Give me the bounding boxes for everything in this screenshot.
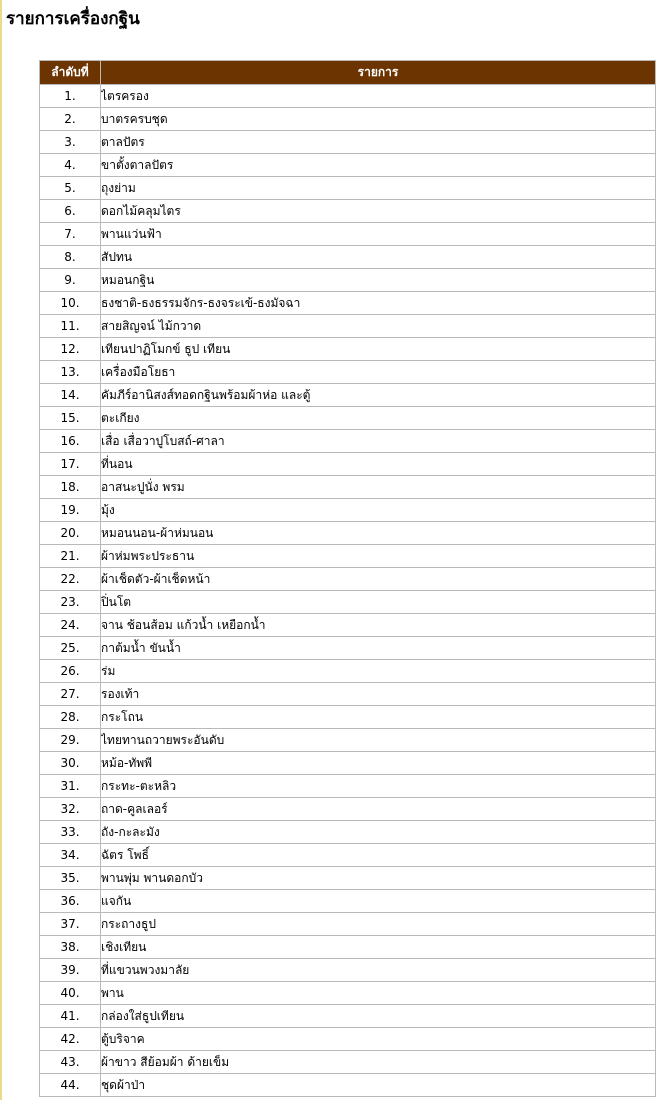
- left-edge-rule: [0, 0, 2, 1100]
- table-row: [40, 890, 656, 913]
- table-row: [40, 131, 656, 154]
- row-item-name: ปิ่นโต: [101, 591, 656, 614]
- table-row: [40, 1028, 656, 1051]
- row-number: 7.: [40, 223, 101, 246]
- row-number: 1.: [40, 85, 101, 108]
- row-item-name: ขาตั้งตาลปัตร: [101, 154, 656, 177]
- row-item-name: ชุดผ้าป่า: [101, 1074, 656, 1097]
- row-item-name: กระถางธูป: [101, 913, 656, 936]
- row-item-name: ไทยทานถวายพระอันดับ: [101, 729, 656, 752]
- row-number: 11.: [40, 315, 101, 338]
- column-header-item: รายการ: [101, 61, 656, 85]
- row-item-name: ผ้าขาว สีย้อมผ้า ด้ายเข็ม: [101, 1051, 656, 1074]
- table-row: [40, 453, 656, 476]
- table-row: [40, 959, 656, 982]
- row-number: 20.: [40, 522, 101, 545]
- row-item-name: ดอกไม้คลุมไตร: [101, 200, 656, 223]
- table-row: [40, 568, 656, 591]
- row-number: 39.: [40, 959, 101, 982]
- row-item-name: พานพุ่ม พานดอกบัว: [101, 867, 656, 890]
- row-number: 30.: [40, 752, 101, 775]
- row-item-name: อาสนะปูนั่ง พรม: [101, 476, 656, 499]
- row-item-name: หมอนกฐิน: [101, 269, 656, 292]
- row-item-name: ฉัตร โพธิ์: [101, 844, 656, 867]
- row-item-name: ธงชาติ-ธงธรรมจักร-ธงจระเข้-ธงมัจฉา: [101, 292, 656, 315]
- table-row: [40, 798, 656, 821]
- table-row: [40, 177, 656, 200]
- row-item-name: ผ้าห่มพระประธาน: [101, 545, 656, 568]
- row-number: 9.: [40, 269, 101, 292]
- row-number: 43.: [40, 1051, 101, 1074]
- row-item-name: กล่องใส่ธูปเทียน: [101, 1005, 656, 1028]
- table-row: [40, 154, 656, 177]
- items-table: [39, 60, 656, 1097]
- row-number: 26.: [40, 660, 101, 683]
- table-row: [40, 407, 656, 430]
- row-number: 12.: [40, 338, 101, 361]
- row-item-name: พานแว่นฟ้า: [101, 223, 656, 246]
- table-row: [40, 1051, 656, 1074]
- row-item-name: รองเท้า: [101, 683, 656, 706]
- row-item-name: ที่นอน: [101, 453, 656, 476]
- table-row: [40, 384, 656, 407]
- table-row: [40, 499, 656, 522]
- table-row: [40, 85, 656, 108]
- row-number: 6.: [40, 200, 101, 223]
- row-item-name: ร่ม: [101, 660, 656, 683]
- row-item-name: พาน: [101, 982, 656, 1005]
- row-number: 19.: [40, 499, 101, 522]
- table-row: [40, 545, 656, 568]
- table-row: [40, 614, 656, 637]
- row-item-name: จาน ช้อนส้อม แก้วน้ำ เหยือกน้ำ: [101, 614, 656, 637]
- table-row: [40, 246, 656, 269]
- row-number: 4.: [40, 154, 101, 177]
- row-number: 27.: [40, 683, 101, 706]
- table-row: [40, 476, 656, 499]
- row-number: 3.: [40, 131, 101, 154]
- row-item-name: เครื่องมือโยธา: [101, 361, 656, 384]
- row-number: 22.: [40, 568, 101, 591]
- row-number: 25.: [40, 637, 101, 660]
- row-number: 33.: [40, 821, 101, 844]
- row-number: 38.: [40, 936, 101, 959]
- row-number: 8.: [40, 246, 101, 269]
- table-row: [40, 1005, 656, 1028]
- table-row: [40, 430, 656, 453]
- row-number: 36.: [40, 890, 101, 913]
- row-number: 13.: [40, 361, 101, 384]
- row-number: 24.: [40, 614, 101, 637]
- table-row: [40, 660, 656, 683]
- row-number: 21.: [40, 545, 101, 568]
- row-number: 42.: [40, 1028, 101, 1051]
- row-number: 35.: [40, 867, 101, 890]
- row-item-name: สัปทน: [101, 246, 656, 269]
- row-item-name: กระโถน: [101, 706, 656, 729]
- row-item-name: กระทะ-ตะหลิว: [101, 775, 656, 798]
- row-number: 28.: [40, 706, 101, 729]
- row-item-name: สายสิญจน์ ไม้กวาด: [101, 315, 656, 338]
- row-number: 40.: [40, 982, 101, 1005]
- row-item-name: มุ้ง: [101, 499, 656, 522]
- table-row: [40, 982, 656, 1005]
- row-item-name: ตะเกียง: [101, 407, 656, 430]
- row-item-name: ไตรครอง: [101, 85, 656, 108]
- row-number: 37.: [40, 913, 101, 936]
- row-item-name: คัมภีร์อานิสงส์ทอดกฐินพร้อมผ้าห่อ และตู้: [101, 384, 656, 407]
- table-header-row: [40, 61, 656, 85]
- table-row: [40, 683, 656, 706]
- row-item-name: กาต้มน้ำ ขันน้ำ: [101, 637, 656, 660]
- row-item-name: เสื่อ เสื่อวาปูโบสถ์-ศาลา: [101, 430, 656, 453]
- table-row: [40, 729, 656, 752]
- table-row: [40, 913, 656, 936]
- row-number: 15.: [40, 407, 101, 430]
- row-item-name: ถาด-คูลเลอร์: [101, 798, 656, 821]
- row-item-name: ที่แขวนพวงมาลัย: [101, 959, 656, 982]
- row-number: 44.: [40, 1074, 101, 1097]
- row-number: 31.: [40, 775, 101, 798]
- row-item-name: ถัง-กะละมัง: [101, 821, 656, 844]
- row-item-name: หม้อ-ทัพพี: [101, 752, 656, 775]
- table-row: [40, 522, 656, 545]
- column-header-number: ลำดับที่: [40, 61, 101, 85]
- row-item-name: ตาลปัตร: [101, 131, 656, 154]
- table-row: [40, 223, 656, 246]
- page-title: รายการเครื่องกฐิน: [6, 9, 140, 29]
- table-row: [40, 775, 656, 798]
- table-row: [40, 591, 656, 614]
- table-row: [40, 269, 656, 292]
- table-row: [40, 637, 656, 660]
- table-row: [40, 108, 656, 131]
- row-item-name: ตู้บริจาค: [101, 1028, 656, 1051]
- row-number: 5.: [40, 177, 101, 200]
- row-number: 41.: [40, 1005, 101, 1028]
- table-row: [40, 936, 656, 959]
- row-number: 32.: [40, 798, 101, 821]
- row-item-name: ผ้าเช็ดตัว-ผ้าเช็ดหน้า: [101, 568, 656, 591]
- row-item-name: เทียนปาฏิโมกข์ ธูป เทียน: [101, 338, 656, 361]
- row-number: 34.: [40, 844, 101, 867]
- row-item-name: เชิงเทียน: [101, 936, 656, 959]
- row-number: 18.: [40, 476, 101, 499]
- table-row: [40, 821, 656, 844]
- table-row: [40, 292, 656, 315]
- table-row: [40, 338, 656, 361]
- table-row: [40, 867, 656, 890]
- row-item-name: บาตรครบชุด: [101, 108, 656, 131]
- row-number: 10.: [40, 292, 101, 315]
- table-row: [40, 361, 656, 384]
- row-number: 14.: [40, 384, 101, 407]
- row-number: 16.: [40, 430, 101, 453]
- row-item-name: หมอนนอน-ผ้าห่มนอน: [101, 522, 656, 545]
- row-number: 2.: [40, 108, 101, 131]
- items-table-body: [40, 85, 656, 1097]
- table-row: [40, 844, 656, 867]
- table-row: [40, 315, 656, 338]
- row-number: 17.: [40, 453, 101, 476]
- table-row: [40, 1074, 656, 1097]
- table-row: [40, 752, 656, 775]
- row-item-name: ถุงย่าม: [101, 177, 656, 200]
- row-item-name: แจกัน: [101, 890, 656, 913]
- table-row: [40, 706, 656, 729]
- table-row: [40, 200, 656, 223]
- row-number: 29.: [40, 729, 101, 752]
- row-number: 23.: [40, 591, 101, 614]
